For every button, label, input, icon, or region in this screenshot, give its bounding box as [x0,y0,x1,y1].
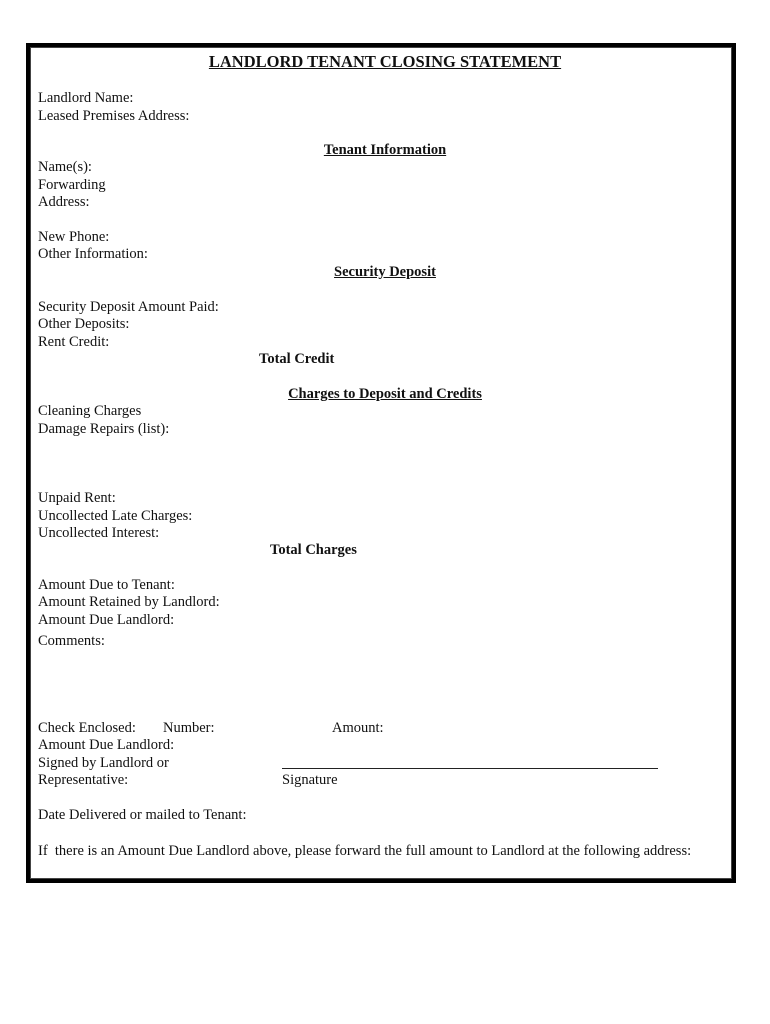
security-deposit-heading: Security Deposit [334,264,436,280]
late-charges-label: Uncollected Late Charges: [38,508,193,524]
check-amount-label: Amount: [332,720,384,736]
signature-line [282,768,658,769]
other-deposits-label: Other Deposits: [38,316,130,332]
other-information-label: Other Information: [38,246,148,262]
representative-label: Representative: [38,772,129,788]
amount-retained-label: Amount Retained by Landlord: [38,594,220,610]
cleaning-charges-label: Cleaning Charges [38,403,142,419]
check-amount-due-landlord-label: Amount Due Landlord: [38,737,175,753]
total-credit-label: Total Credit [259,351,335,367]
charges-heading: Charges to Deposit and Credits [288,386,482,402]
comments-label: Comments: [38,633,105,649]
new-phone-label: New Phone: [38,229,110,245]
unpaid-rent-label: Unpaid Rent: [38,490,116,506]
check-enclosed-label: Check Enclosed: [38,720,136,736]
uncollected-interest-label: Uncollected Interest: [38,525,160,541]
tenant-information-heading: Tenant Information [323,142,447,158]
date-delivered-label: Date Delivered or mailed to Tenant: [38,807,247,823]
check-number-label: Number: [163,720,215,736]
rent-credit-label: Rent Credit: [38,334,110,350]
forwarding-label: Forwarding [38,177,106,193]
footer-note: If there is an Amount Due Landlord above, please forward the full amount to Landlord at the following address: [38,843,692,859]
deposit-amount-paid-label: Security Deposit Amount Paid: [38,299,219,315]
address-label: Address: [38,194,90,210]
landlord-name-label: Landlord Name: [38,90,134,106]
signature-label: Signature [282,772,338,788]
amount-due-tenant-label: Amount Due to Tenant: [38,577,175,593]
signed-by-label: Signed by Landlord or [38,755,169,771]
total-charges-label: Total Charges [270,542,357,558]
leased-premises-label: Leased Premises Address: [38,108,190,124]
damage-repairs-label: Damage Repairs (list): [38,421,170,437]
document-title: LANDLORD TENANT CLOSING STATEMENT [208,52,562,71]
amount-due-landlord-label: Amount Due Landlord: [38,612,175,628]
names-label: Name(s): [38,159,92,175]
